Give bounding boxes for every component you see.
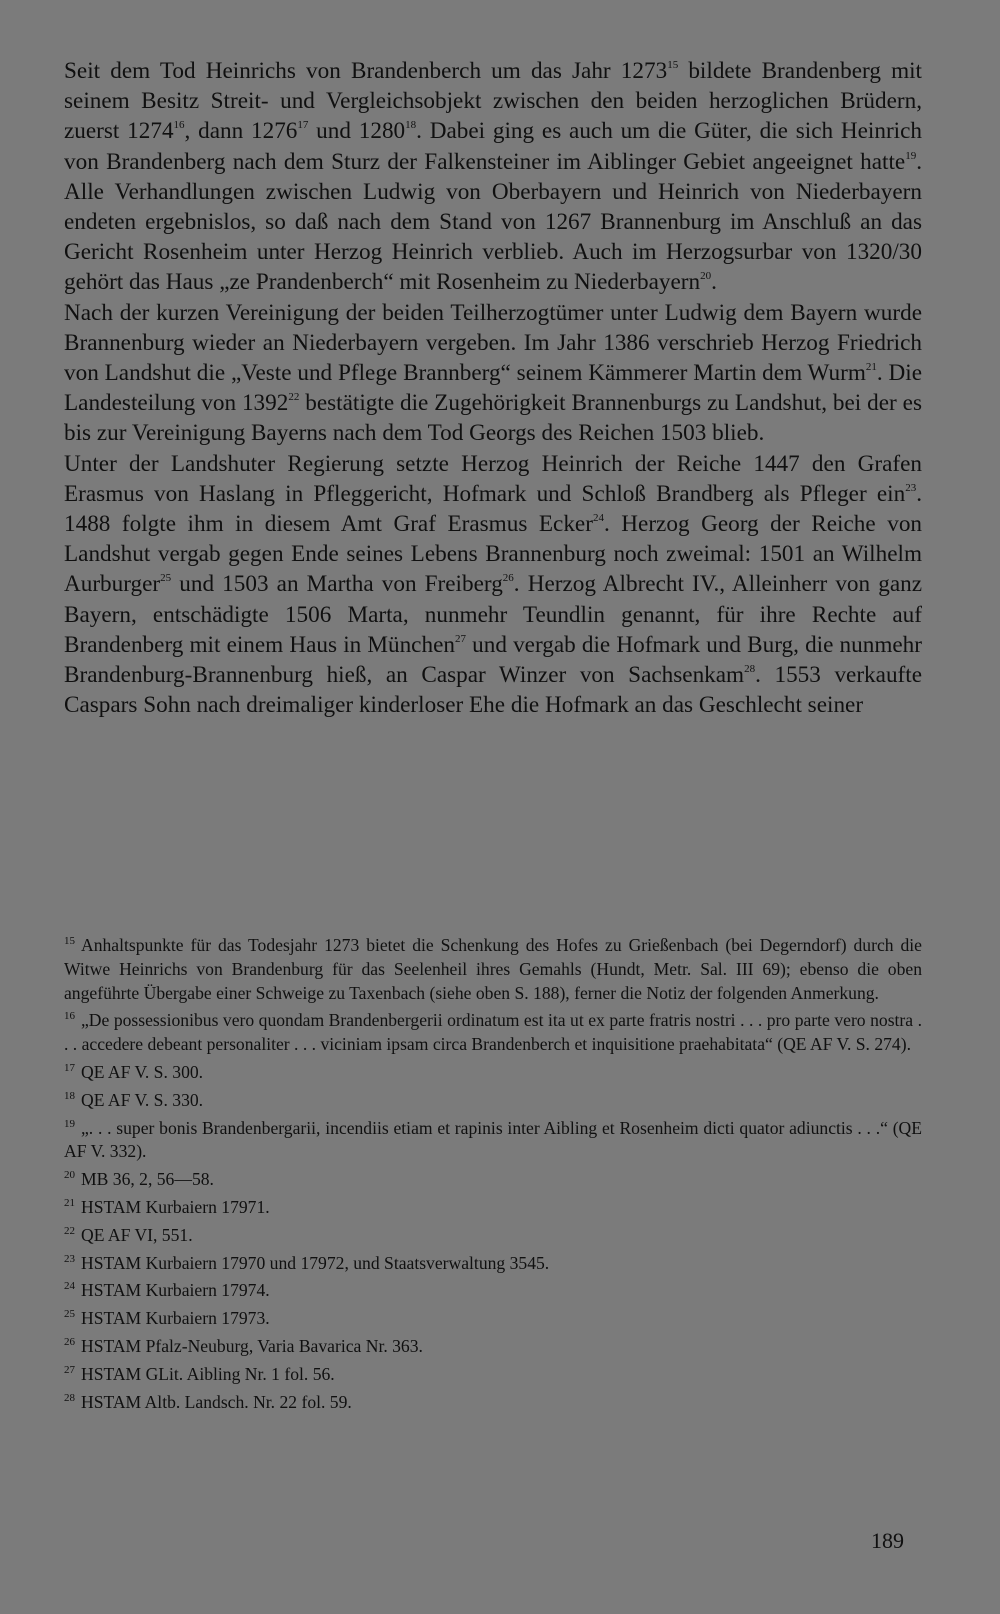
footnote-marker: 21 xyxy=(865,361,877,374)
footnote-number: 25 xyxy=(64,1308,75,1321)
footnote-number: 16 xyxy=(64,1010,75,1023)
footnote-number: 21 xyxy=(64,1196,75,1209)
text-run: . Die Landesteilung von 1392 xyxy=(64,360,922,417)
footnote-number: 23 xyxy=(64,1252,75,1265)
footnote xyxy=(64,1057,922,1085)
footnote xyxy=(64,930,922,1005)
footnote-text: HSTAM Altb. Landsch. Nr. 22 fol. 59. xyxy=(81,1391,352,1412)
footnote-text: HSTAM Kurbaiern 17971. xyxy=(81,1196,270,1217)
footnote-number: 22 xyxy=(64,1224,75,1237)
footnote-marker: 24 xyxy=(592,512,604,525)
footnote-number: 27 xyxy=(64,1363,75,1376)
footnote xyxy=(64,1275,922,1303)
footnote-number: 17 xyxy=(64,1061,75,1074)
footnotes xyxy=(64,930,922,1414)
footnote-number: 28 xyxy=(64,1391,75,1404)
footnote xyxy=(64,1164,922,1192)
text-run: und 1280 xyxy=(308,118,406,145)
footnote xyxy=(64,1113,922,1165)
text-run: Nach der kurzen Vereinigung der beiden Teilherzogtümer unter Ludwig dem Bayern wurde Brannenburg wieder an Niederbayern vergeben. Im Jahr 1386 verschrieb Herzog Friedrich von Landshut die „Veste und Pflege Brannberg“ seinem Kämmerer Martin dem Wurm xyxy=(64,299,922,387)
text-run: und vergab die Hofmark und Burg, die nunmehr Brandenburg-Brannenburg hieß, an Caspar Winzer von Sachsenkam xyxy=(64,631,922,689)
text-run: . 1488 folgte ihm in diesem Amt Graf Erasmus Ecker xyxy=(64,480,922,538)
footnote xyxy=(64,1085,922,1113)
footnote xyxy=(64,1303,922,1331)
footnote-marker: 17 xyxy=(297,119,309,132)
footnote-text: Anhaltspunkte für das Todesjahr 1273 bietet die Schenkung des Hofes zu Grießenbach (bei Degerndorf) durch die Witwe Heinrichs von Brandenburg für das Seelenheil ihres Gemahls (Hundt, Metr. Sal. III 69); ebenso die oben angeführte Übergabe einer Schweige zu Taxenbach (siehe oben S. 188), ferner die Notiz der folgenden Anmerkung. xyxy=(64,935,922,1003)
text-run: . Herzog Georg der Reiche von Landshut vergab gegen Ende seines Lebens Brannenburg noch zweimal: 1501 an Wilhelm Aurburger xyxy=(64,511,923,598)
main-text xyxy=(64,56,922,720)
footnote xyxy=(64,1220,922,1248)
footnote-number: 19 xyxy=(64,1117,75,1130)
text-run: . Alle Verhandlungen zwischen Ludwig von Oberbayern und Heinrich von Niederbayern endeten ergebnislos, so daß nach dem Stand von 1267 Brannenburg im Anschluß an das Gericht Rosenheim unter Herzog Heinrich verblieb. Auch im Herzogsurbar von 1320/30 gehört das Haus „ze Prandenberch“ mit Rosenheim zu Niederbayern xyxy=(64,148,922,296)
footnote-marker: 26 xyxy=(502,572,514,585)
footnote xyxy=(64,1331,922,1359)
footnote xyxy=(64,1248,922,1276)
footnote xyxy=(64,1192,922,1220)
text-run: . 1553 verkaufte Caspars Sohn nach dreimaliger kinderloser Ehe die Hofmark an das Geschlecht seiner xyxy=(64,662,922,719)
footnote-marker: 27 xyxy=(454,632,466,645)
footnote-text: HSTAM Kurbaiern 17970 und 17972, und Staatsverwaltung 3545. xyxy=(81,1252,550,1273)
text-run: bildete Brandenberg mit seinem Besitz Streit- und Vergleichsobjekt zwischen den beiden herzoglichen Brüdern, zuerst 1274 xyxy=(64,58,922,145)
paragraph xyxy=(64,298,922,449)
footnote-number: 18 xyxy=(64,1089,75,1102)
text-run: . Herzog Albrecht IV., Alleinherr von ganz Bayern, entschädigte 1506 Marta, nunmehr Teundlin genannt, für ihre Rechte auf Brandenberg mit einem Haus in München xyxy=(64,571,922,658)
footnote-marker: 15 xyxy=(667,59,679,71)
text-run: , dann 1276 xyxy=(184,118,298,145)
footnote xyxy=(64,1359,922,1387)
text-run: . Dabei ging es auch um die Güter, die sich Heinrich von Brandenberg nach dem Sturz der Falkensteiner im Aiblinger Gebiet angeeignet hatte xyxy=(64,118,922,175)
footnote-number: 24 xyxy=(64,1280,75,1293)
footnote-marker: 25 xyxy=(160,572,172,585)
body-text xyxy=(64,56,922,720)
text-run: Unter der Landshuter Regierung setzte Herzog Heinrich der Reiche 1447 den Grafen Erasmus von Haslang in Pfleggericht, Hofmark und Schloß Brandberg als Pfleger ein xyxy=(64,450,922,507)
footnote-text: MB 36, 2, 56—58. xyxy=(81,1169,214,1190)
footnote-marker: 18 xyxy=(405,119,417,132)
page-number: 189 xyxy=(871,1528,904,1553)
footnote-text: „De possessionibus vero quondam Brandenbergerii ordinatum est ita ut ex parte fratris nostri . . . pro parte vero nostra . . . accedere debeant personaliter . . . viciniam ipsam circa Brandenberch et inquisitione praehabitata“ (QE AF V. S. 274). xyxy=(64,1010,922,1055)
text-run: bestätigte die Zugehörigkeit Brannenburgs zu Landshut, bei der es bis zur Vereinigung Bayerns nach dem Tod Georgs des Reichen 1503 blieb. xyxy=(64,390,922,447)
footnote xyxy=(64,1005,922,1057)
footnote-number: 26 xyxy=(64,1335,75,1348)
footnote-text: HSTAM Kurbaiern 17973. xyxy=(81,1308,270,1329)
footnote-marker: 20 xyxy=(700,270,712,283)
footnote-text: QE AF V. S. 330. xyxy=(81,1089,204,1110)
footnote-marker: 16 xyxy=(173,119,185,132)
paragraph xyxy=(64,56,922,298)
footnote-text: HSTAM Kurbaiern 17974. xyxy=(81,1280,270,1301)
footnote-marker: 19 xyxy=(905,149,917,162)
footnote-text: QE AF V. S. 300. xyxy=(81,1061,204,1082)
paragraph xyxy=(64,449,922,721)
footnote-text: HSTAM GLit. Aibling Nr. 1 fol. 56. xyxy=(81,1363,335,1384)
footnote-marker: 23 xyxy=(905,481,917,494)
text-run: . xyxy=(711,269,717,296)
footnote-text: „. . . super bonis Brandenbergarii, incendiis etiam et rapinis inter Aibling et Rosenheim dicti quator adiunctis . . .“ (QE AF V. 332). xyxy=(64,1117,922,1162)
text-run: Seit dem Tod Heinrichs von Brandenberch um das Jahr 1273 xyxy=(64,58,668,84)
footnote-text: QE AF VI, 551. xyxy=(81,1224,193,1245)
footnote-text: HSTAM Pfalz-Neuburg, Varia Bavarica Nr. 363. xyxy=(81,1335,423,1356)
footnote-marker: 28 xyxy=(744,663,756,676)
text-run: und 1503 an Martha von Freiberg xyxy=(171,571,503,598)
footnote xyxy=(64,1387,922,1415)
footnote-marker: 22 xyxy=(288,391,300,404)
footnote-number: 15 xyxy=(64,935,75,947)
footnote-number: 20 xyxy=(64,1169,75,1182)
